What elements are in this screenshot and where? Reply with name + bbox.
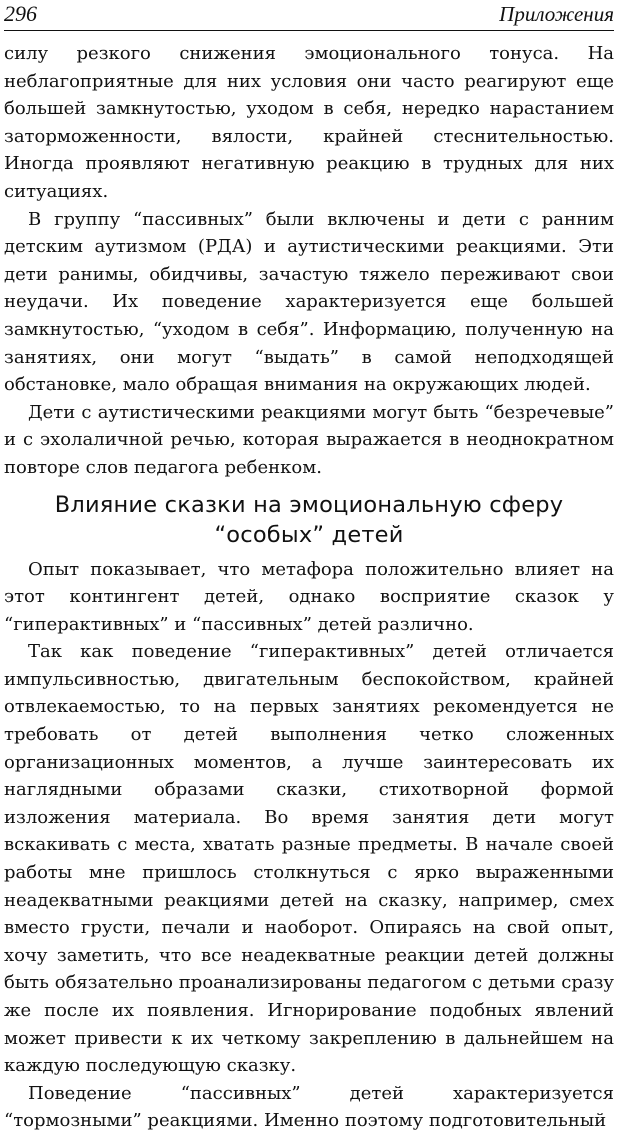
paragraph: Поведение “пассивных” детей характеризуется “тормозными” реакциями. Именно поэтому подготовительный xyxy=(4,1082,614,1132)
paragraph: Так как поведение “гиперактивных” детей отличается импульсивностью, двигательным беспокойством, крайней отвлекаемостью, то на первых занятиях рекомендуется не требовать от детей выполнения четко сложенных организационных моментов, а лучше заинтересовать их наглядными образами сказки, стихотворной формой изложения материала. Во время занятия дети могут вскакивать с места, хватать разные предметы. В начале своей работы мне пришлось столкнуться с ярко выраженными неадекватными реакциями детей на сказку, например, смех вместо грусти, печали и наоборот. Опираясь на свой опыт, хочу заметить, что все неадекватные реакции детей должны быть обязательно проанализированы педагогом с детьми сразу же после их появления. Игнорирование подобных явлений может привести к их четкому закреплению в дальнейшем на каждую последующую сказку. xyxy=(4,641,614,1077)
body-text xyxy=(4,40,614,1135)
paragraph: В группу “пассивных” были включены и дети с ранним детским аутизмом (РДА) и аутистическими реакциями. Эти дети ранимы, обидчивы, зачастую тяжело переживают свои неудачи. Их поведение характеризуется еще большей замкнутостью, “уходом в себя”. Информацию, полученную на занятиях, они могут “выдать” в самой неподходящей обстановке, мало обращая внимания на окружающих людей. xyxy=(4,208,614,396)
page-number: 296 xyxy=(4,1,37,26)
section-heading: Влияние сказки на эмоциональную сферу “особых” детей xyxy=(54,491,564,548)
paragraph: силу резкого снижения эмоционального тонуса. На неблагоприятные для них условия они часто реагируют еще большей замкнутостью, уходом в себя, нередко нарастанием заторможенности, вялости, крайней стеснительностью. Иногда проявляют негативную реакцию в трудных для них ситуациях. xyxy=(4,43,614,202)
page-header xyxy=(4,0,614,31)
running-title: Приложения xyxy=(499,2,614,26)
paragraph: Опыт показывает, что метафора положительно влияет на этот контингент детей, однако восприятие сказок у “гиперактивных” и “пассивных” детей различно. xyxy=(4,558,614,635)
paragraph: Дети с аутистическими реакциями могут быть “безречевые” и с эхолаличной речью, которая выражается в неоднократном повторе слов педагога ребенком. xyxy=(4,401,614,478)
